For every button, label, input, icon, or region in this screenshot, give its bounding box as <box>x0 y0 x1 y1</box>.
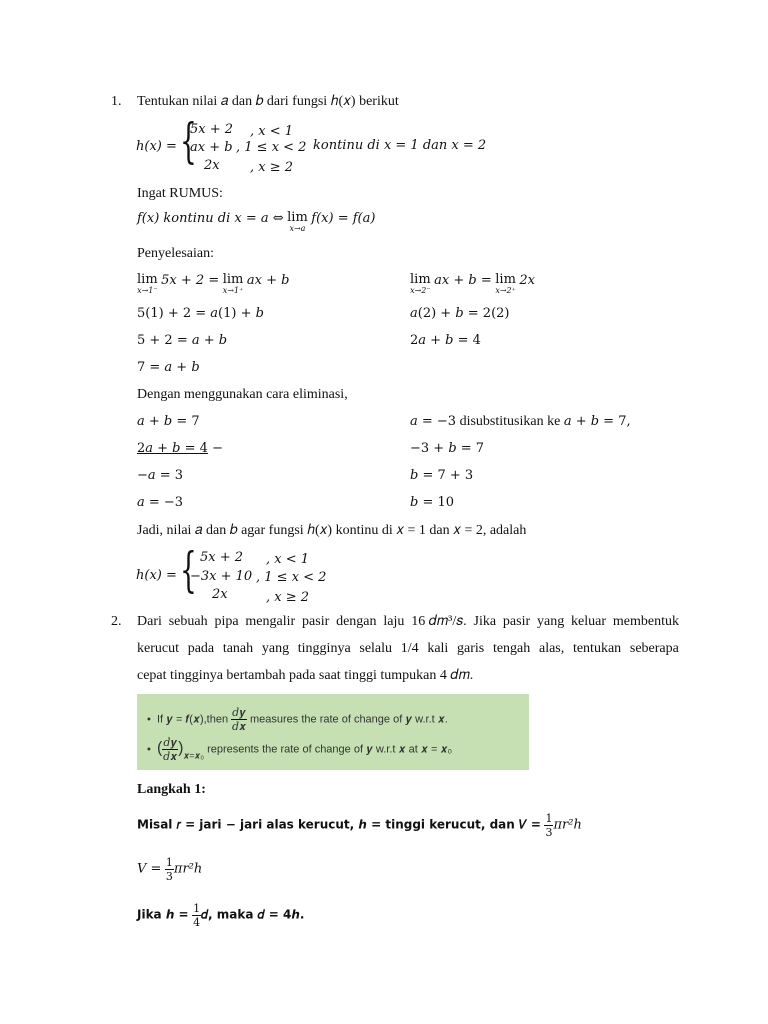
question-2-number: 2. <box>111 614 122 629</box>
word: Jika <box>473 614 497 629</box>
word: tingginya <box>297 641 351 656</box>
volume-lhs: 𝑉 = <box>137 861 162 877</box>
frac-den: 𝑑𝒙 <box>231 720 247 733</box>
word: laju <box>383 614 405 629</box>
open-paren: ( <box>156 739 163 757</box>
rumus-line <box>137 210 375 233</box>
penyelesaian: Penyelesaian: <box>137 246 214 261</box>
left-step-3: 5 + 2 = 𝑎 + 𝑏 <box>137 333 228 348</box>
ingat-rumus: Ingat RUMUS: <box>137 186 223 201</box>
word: pipa <box>214 614 239 629</box>
case-1: 5𝑥 + 2 <box>190 122 234 137</box>
one-third-fraction <box>165 856 174 883</box>
word: tentukan <box>572 641 622 656</box>
tip-line-1 <box>147 706 448 733</box>
eval-subscript: 𝒙=𝒙₀ <box>183 750 205 761</box>
frac-den: 𝑑𝒙 <box>163 750 178 763</box>
word: kerucut <box>137 641 179 656</box>
lim-word: lim <box>137 272 158 287</box>
elimination-intro: Dengan menggunakan cara eliminasi, <box>137 387 348 402</box>
word: dengan <box>336 614 377 629</box>
rumus-limit <box>287 210 308 233</box>
limit-x-2-plus <box>495 272 516 295</box>
frac-num: 1 <box>193 902 201 915</box>
jika-text-b: 𝑑, maka 𝑑 = 4ℎ. <box>201 907 305 922</box>
question-1-number: 1. <box>111 94 122 109</box>
word: pasir <box>302 614 330 629</box>
case-3: 2𝑥 <box>204 158 220 173</box>
limit-expr: 5𝑥 + 2 = <box>161 273 220 288</box>
word: tengah <box>492 641 531 656</box>
word: selalu <box>359 641 393 656</box>
word: membentuk <box>612 614 679 629</box>
word: Dari <box>137 614 162 629</box>
limit-x-1-minus <box>137 272 158 295</box>
lim-word: lim <box>495 272 516 287</box>
right-step-2: 𝑎(2) + 𝑏 = 2(2) <box>410 306 510 321</box>
continuity-text: kontinu di 𝑥 = 1 dan 𝑥 = 2 <box>313 138 487 153</box>
final-brace: { <box>180 542 197 598</box>
dy-dx-fraction <box>162 736 178 763</box>
word: tanah <box>222 641 254 656</box>
limit-x-2-minus <box>410 272 431 295</box>
word: keluar <box>571 614 607 629</box>
limit-expr: 𝑎𝑥 + 𝑏 = <box>434 273 492 288</box>
bullet: • <box>147 713 151 726</box>
final-case-3: 2𝑥 <box>212 587 228 602</box>
word: pada <box>187 641 215 656</box>
jika-line <box>137 902 304 929</box>
frac-den: 4 <box>193 916 201 929</box>
limit-x-1-plus <box>223 272 244 295</box>
lim-word: lim <box>410 272 431 287</box>
dy-dx-fraction <box>231 706 247 733</box>
left-step-4: 7 = 𝑎 + 𝑏 <box>137 360 200 375</box>
lim-sub: 𝑥→2⁻ <box>410 286 431 295</box>
final-case-2: −3𝑥 + 10 <box>190 569 253 584</box>
final-cond-3: , 𝑥 ≥ 2 <box>266 590 310 605</box>
case-2: 𝑎𝑥 + 𝑏 <box>190 140 233 155</box>
final-cond-1: , 𝑥 < 1 <box>266 552 310 567</box>
word: mengalir <box>245 614 296 629</box>
elim-left-4: 𝑎 = −3 <box>137 495 184 510</box>
elim-left-1: 𝑎 + 𝑏 = 7 <box>137 414 200 429</box>
word: 1/4 <box>400 641 419 656</box>
tip-line-2b: represents the rate of change of 𝒚 w.r.t 𝒙 at 𝒙 = 𝒙₀ <box>207 743 453 756</box>
lim-sub: 𝑥→1⁻ <box>137 286 158 295</box>
word: garis <box>457 641 485 656</box>
frac-num: 𝑑𝒚 <box>232 706 246 719</box>
frac-num: 1 <box>545 812 553 825</box>
volume-rhs: 𝜋𝑟²ℎ <box>173 861 203 877</box>
langkah-1: Langkah 1: <box>137 782 206 797</box>
rumus-part-a: 𝑓(𝑥) kontinu di 𝑥 = 𝑎 ⇔ <box>137 211 284 226</box>
elim-right-1b: disubstitusikan ke <box>456 414 564 429</box>
one-quarter-fraction <box>192 902 201 929</box>
bullet: • <box>147 743 151 756</box>
frac-num: 𝑑𝒚 <box>163 736 178 749</box>
elim-right-2: −3 + 𝑏 = 7 <box>410 441 485 456</box>
word: seberapa <box>629 641 679 656</box>
function-lhs: ℎ(𝑥) = <box>136 139 177 154</box>
left-step-2: 5(1) + 2 = 𝑎(1) + 𝑏 <box>137 306 264 321</box>
final-case-1: 5𝑥 + 2 <box>200 550 244 565</box>
minus-sign: − <box>212 441 223 456</box>
question-2-line-2 <box>137 640 679 658</box>
frac-num: 1 <box>165 856 173 869</box>
cond-2: , 1 ≤ 𝑥 < 2 <box>236 140 307 155</box>
rumus-part-b: 𝑓(𝑥) = 𝑓(𝑎) <box>311 211 376 226</box>
elim-right-1 <box>410 413 631 431</box>
word: alas, <box>538 641 565 656</box>
word: sebuah <box>168 614 208 629</box>
close-paren: ) <box>178 739 184 757</box>
cond-1: , 𝑥 < 1 <box>250 124 294 139</box>
left-limits-line <box>137 272 289 295</box>
lim-sub: 𝑥→2⁺ <box>495 286 516 295</box>
question-2-line-3: cepat tingginya bertambah pada saat tinggi tumpukan 4 𝑑𝑚. <box>137 668 474 683</box>
volume-rhs: 𝜋𝑟²ℎ <box>553 817 582 833</box>
elim-left-2 <box>137 440 223 458</box>
misal-text: Misal 𝑟 = jari − jari alas kerucut, ℎ = tinggi kerucut, dan 𝑉 = <box>137 817 541 832</box>
limit-expr: 2𝑥 <box>519 273 536 288</box>
elim-left-3: −𝑎 = 3 <box>137 468 184 483</box>
elim-right-4: 𝑏 = 10 <box>410 495 455 510</box>
word: kali <box>427 641 449 656</box>
final-function-lhs: ℎ(𝑥) = <box>136 568 177 583</box>
word: pasir <box>502 614 531 629</box>
word: yang <box>536 614 565 629</box>
question-2-line-1 <box>137 613 679 631</box>
lim-word: lim <box>287 210 308 225</box>
misal-line <box>137 812 582 839</box>
elim-left-2-eq: 2𝑎 + 𝑏 = 4 <box>137 441 208 456</box>
lim-word: lim <box>222 272 244 287</box>
word: yang <box>261 641 290 656</box>
brace: { <box>180 113 197 169</box>
cond-3: , 𝑥 ≥ 2 <box>250 160 294 175</box>
elim-right-3: 𝑏 = 7 + 3 <box>410 468 474 483</box>
frac-den: 3 <box>165 870 173 883</box>
tip-line-1a: If 𝒚 = 𝒇(𝒙),then <box>156 713 229 726</box>
jika-text-a: Jika ℎ = <box>137 907 189 922</box>
limit-expr: 𝑎𝑥 + 𝑏 <box>246 273 290 288</box>
right-step-3: 2𝑎 + 𝑏 = 4 <box>410 333 481 348</box>
elim-right-1a: 𝑎 = −3 <box>410 414 457 429</box>
tip-line-1b: measures the rate of change of 𝒚 w.r.t 𝒙. <box>250 713 448 726</box>
volume-formula <box>137 856 202 883</box>
word: 16 𝑑𝑚³/𝑠. <box>411 614 467 629</box>
lim-sub: 𝑥→1⁺ <box>222 286 244 295</box>
final-cond-2: , 1 ≤ 𝑥 < 2 <box>256 570 327 585</box>
elim-right-1c: 𝑎 + 𝑏 = 7, <box>563 414 631 429</box>
tip-box <box>137 694 529 770</box>
question-1-intro: Tentukan nilai 𝑎 dan 𝑏 dari fungsi ℎ(𝑥) berikut <box>137 94 399 109</box>
right-limits-line <box>410 272 535 295</box>
tip-line-2 <box>147 736 452 763</box>
lim-sub: 𝑥→𝑎 <box>289 224 306 233</box>
frac-den: 3 <box>545 826 553 839</box>
conclusion: Jadi, nilai 𝑎 dan 𝑏 agar fungsi ℎ(𝑥) kontinu di 𝑥 = 1 dan 𝑥 = 2, adalah <box>137 523 527 538</box>
